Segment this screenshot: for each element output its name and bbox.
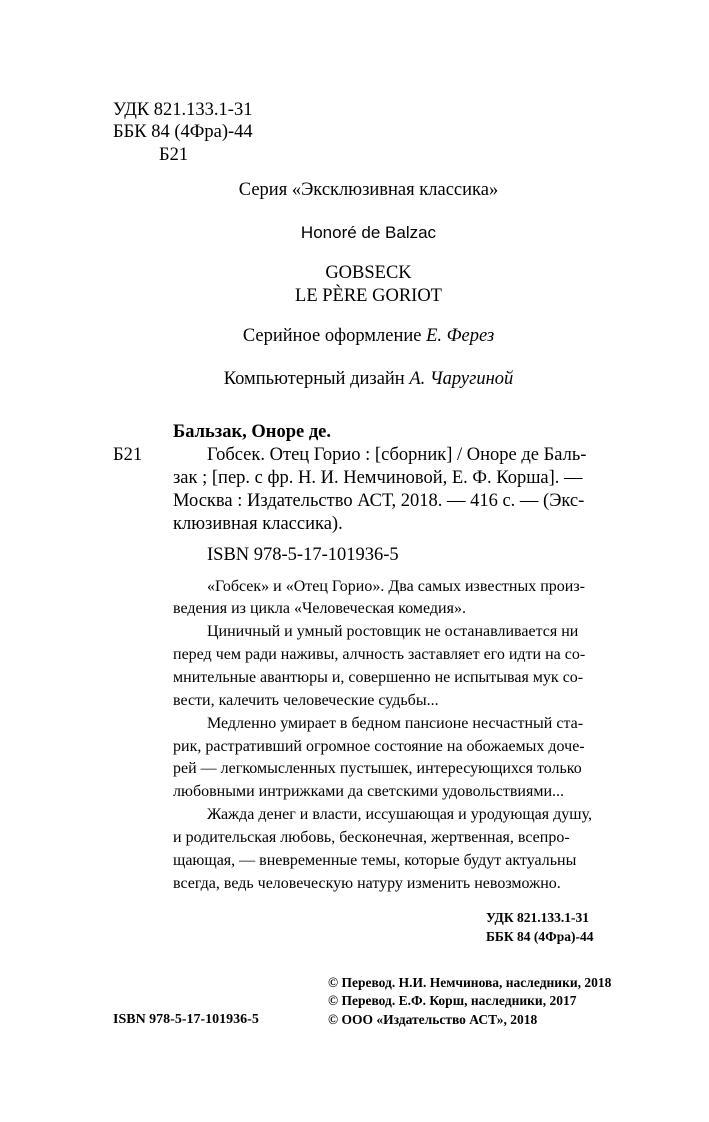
annotation-line: ведения из цикла «Человеческая комедия».: [173, 600, 466, 617]
bibliography-line: зак ; [пер. с фр. Н. И. Немчиновой, Е. Ф. Корша]. —: [173, 468, 583, 488]
annotation-line: Циничный и умный ростовщик не останавливается ни: [207, 623, 579, 640]
computer-design-name: А. Чаругиной: [409, 369, 514, 389]
bbk-label: ББК 84 (4Фра)-44: [113, 122, 253, 142]
copyright-line: © Перевод. Н.И. Немчинова, наследники, 2018: [328, 975, 612, 990]
original-author: Honoré de Balzac: [300, 223, 437, 242]
annotation-line: «Гобсек» и «Отец Горио». Два самых известных произ-: [207, 578, 585, 595]
annotation-line: любовными интрижками да светскими удовольствиями...: [173, 783, 565, 800]
annotation-line: щающая, — вневременные темы, которые будут актуальны: [173, 852, 577, 869]
annotation-line: перед чем ради наживы, алчность заставляет его идти на со-: [173, 646, 586, 663]
udk-label: УДК 821.133.1-31: [113, 100, 253, 120]
series-title: Серия «Эксклюзивная классика»: [238, 180, 499, 200]
copyright-line: © Перевод. Е.Ф. Корш, наследники, 2017: [328, 993, 577, 1008]
bbk-bottom: ББК 84 (4Фра)-44: [486, 929, 594, 944]
annotation-line: рей — легкомысленных пустышек, интересующихся только: [173, 760, 582, 777]
annotation-line: Жажда денег и власти, иссушающая и уродующая душу,: [207, 806, 592, 823]
computer-design-credit: [0, 368, 709, 390]
isbn-bottom: ISBN 978-5-17-101936-5: [113, 1012, 259, 1027]
annotation-line: рик, растративший огромное состояние на обожаемых доче-: [173, 738, 585, 755]
series-design-credit: [0, 325, 709, 347]
annotation-line: всегда, ведь человеческую натуру изменить невозможно.: [173, 875, 561, 892]
bibliography-heading: Бальзак, Оноре де.: [173, 422, 332, 442]
bibliography-line: клюзивная классика).: [173, 514, 343, 534]
series-design-label: Серийное оформление: [242, 326, 427, 346]
bibliography-code: Б21: [113, 445, 143, 465]
author-code: Б21: [159, 145, 189, 165]
copyright-line: © ООО «Издательство АСТ», 2018: [328, 1012, 538, 1027]
annotation-line: вести, калечить человеческие судьбы...: [173, 692, 439, 709]
annotation-line: мнительные авантюры и, совершенно не испытывая мук со-: [173, 669, 584, 686]
original-title-2: LE PÈRE GORIOT: [295, 286, 442, 306]
computer-design-label: Компьютерный дизайн: [223, 369, 410, 389]
annotation-line: и родительская любовь, бесконечная, жертвенная, всепро-: [173, 829, 570, 846]
annotation-line: Медленно умирает в бедном пансионе несчастный ста-: [207, 715, 584, 732]
bibliography-line: Москва : Издательство АСТ, 2018. — 416 с. — (Экс-: [173, 491, 585, 511]
original-title-1: GOBSECK: [325, 263, 412, 283]
series-design-name: Е. Ферез: [426, 326, 495, 346]
bibliography-isbn: ISBN 978-5-17-101936-5: [207, 545, 399, 565]
udk-bottom: УДК 821.133.1-31: [486, 910, 589, 925]
bibliography-line: Гобсек. Отец Горио : [сборник] / Оноре де Баль-: [207, 445, 587, 465]
